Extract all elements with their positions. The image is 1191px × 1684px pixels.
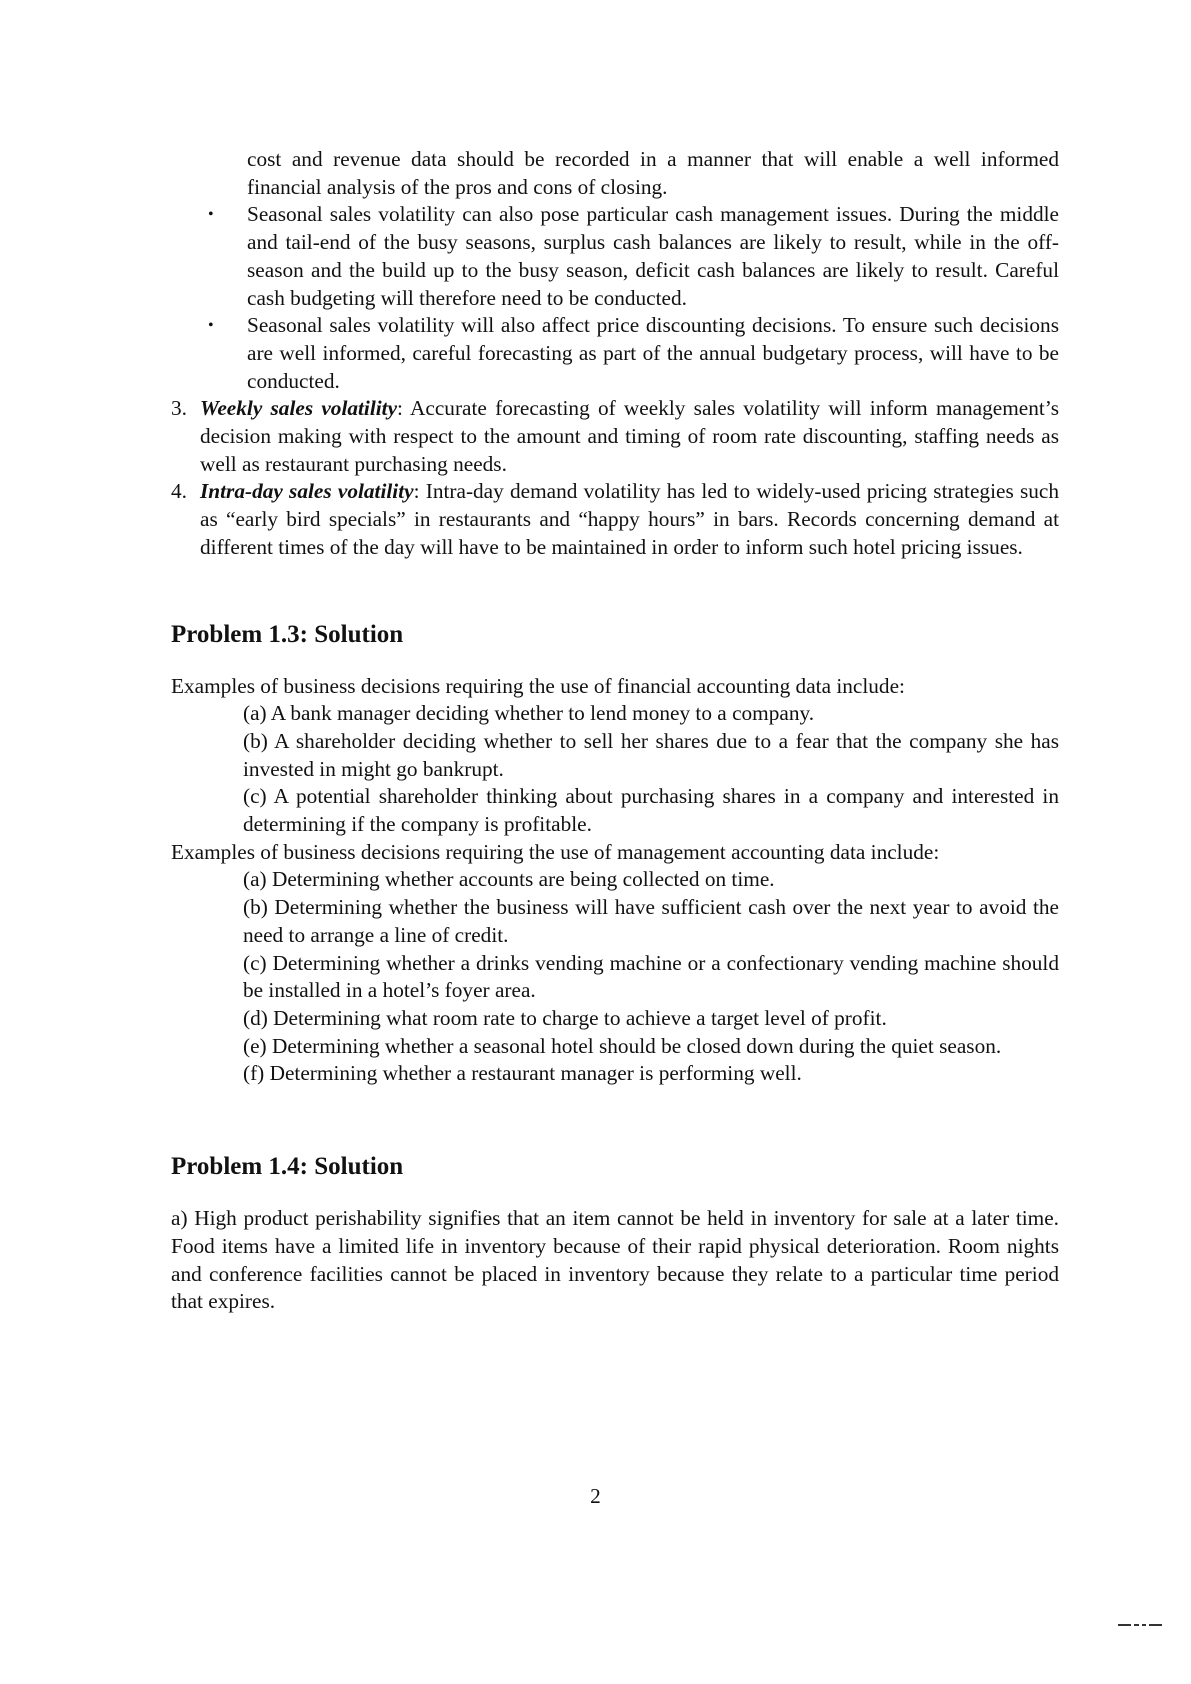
- body-paragraph: a) High product perishability signifies that an item cannot be held in inventory for sale at a later time. Food items have a limited life in inventory because of their rapid physical deterioration. Room nights and conference facilities cannot be placed in inventory because they relate to a particular time period that expires.: [171, 1206, 1059, 1314]
- list-item: (b) Determining whether the business will have sufficient cash over the next year to avoid the need to arrange a line of credit.: [243, 895, 1059, 947]
- list-item: (e) Determining whether a seasonal hotel should be closed down during the quiet season.: [243, 1033, 1002, 1058]
- page-number: 2: [590, 1484, 601, 1508]
- item-number: 4.: [171, 479, 187, 504]
- continuation-paragraph: cost and revenue data should be recorded in a manner that will enable a well informed financial analysis of the pros and cons of closing.: [247, 147, 1059, 199]
- list-item: (a) A bank manager deciding whether to lend money to a company.: [243, 701, 815, 726]
- item-text: : Intra-day demand volatility has led to widely-used pricing strategies such as “early bird specials” in restaurants and “happy hours” in bars. Records concerning demand at different times of the day will have to be maintained in order to inform such hotel pricing issues.: [200, 479, 1059, 559]
- item-number: 3.: [171, 396, 187, 421]
- list-item: (c) Determining whether a drinks vending machine or a confectionary vending machine should be installed in a hotel’s foyer area.: [243, 950, 1059, 1003]
- bullet-item: [208, 201, 1059, 312]
- document-page: [171, 146, 1059, 1316]
- bullet-text: Seasonal sales volatility will also affect price discounting decisions. To ensure such decisions are well informed, careful forecasting as part of the annual budgetary process, will have to be conducted.: [247, 313, 1059, 393]
- corner-mark: [1118, 1624, 1162, 1626]
- list-item: (c) A potential shareholder thinking about purchasing shares in a company and interested in determining if the company is profitable.: [243, 784, 1059, 837]
- list-item: (a) Determining whether accounts are being collected on time.: [243, 867, 775, 892]
- list-item: (f) Determining whether a restaurant manager is performing well.: [243, 1061, 802, 1086]
- section-heading: Problem 1.3: Solution: [171, 620, 404, 648]
- bullet-text: Seasonal sales volatility can also pose particular cash management issues. During the middle and tail-end of the busy seasons, surplus cash balances are likely to result, while in the off-season and the build up to the busy season, deficit cash balances are likely to result. Careful cash budgeting will therefore need to be conducted.: [247, 202, 1059, 310]
- numbered-item: [171, 395, 1059, 478]
- bullet-icon: •: [208, 206, 214, 224]
- bullet-icon: •: [208, 317, 214, 335]
- section-intro: Examples of business decisions requiring the use of management accounting data include:: [171, 839, 940, 864]
- section-heading: Problem 1.4: Solution: [171, 1153, 404, 1181]
- item-term: Intra-day sales volatility: [200, 479, 414, 504]
- list-item: (d) Determining what room rate to charge to achieve a target level of profit.: [243, 1005, 887, 1030]
- list-item: (b) A shareholder deciding whether to sell her shares due to a fear that the company she has invested in might go bankrupt.: [243, 728, 1059, 781]
- section-intro: Examples of business decisions requiring the use of financial accounting data include:: [171, 673, 905, 698]
- item-text: : Accurate forecasting of weekly sales volatility will inform management’s decision making with respect to the amount and timing of room rate discounting, staffing needs as well as restaurant purchasing needs.: [200, 396, 1059, 476]
- item-term: Weekly sales volatility: [200, 396, 398, 421]
- bullet-item: [208, 312, 1059, 395]
- numbered-item: [171, 478, 1059, 561]
